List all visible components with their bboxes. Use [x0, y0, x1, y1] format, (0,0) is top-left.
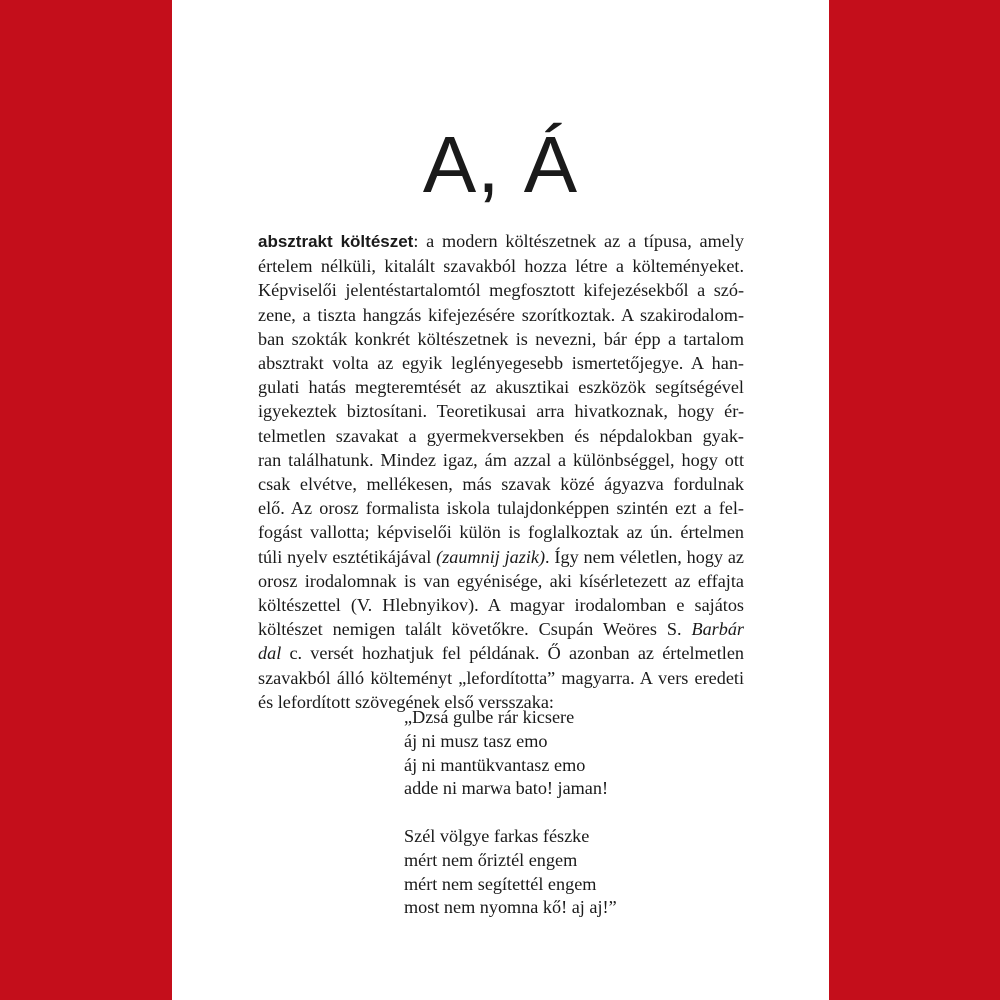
poem-stanza-translated: [404, 825, 617, 920]
italic-title: Barbár: [691, 619, 744, 640]
poem-line: áj ni mantükvantasz emo: [404, 754, 586, 775]
italic-title: dal: [258, 643, 282, 664]
entry-line: orosz irodalomnak is van egyénisége, aki kísérletezett az effajta: [258, 570, 744, 591]
left-red-band: [0, 0, 172, 1000]
poem-line: most nem nyomna kő! aj aj!”: [404, 897, 617, 918]
page: [172, 0, 829, 1000]
entry-line: absztrakt költészet: a modern költészetnek az a típusa, amely: [258, 231, 744, 251]
entry-line: telmetlen szavakat a gyermekversekben és népdalokban gyak-: [258, 425, 744, 446]
poem-line: áj ni musz tasz emo: [404, 730, 548, 751]
entry-line: túli nyelv esztétikájával (zaumnij jazik). Így nem véletlen, hogy az: [258, 546, 744, 567]
entry-line: absztrakt volta az egyik leglényegesebb ismertetőjegye. A han-: [258, 353, 744, 374]
poem-stanza-original: [404, 706, 617, 801]
entry-line: ban szokták konkrét költészetnek is nevezni, bár épp a tartalom: [258, 328, 744, 349]
entry-line: elő. Az orosz formalista iskola tulajdonképpen szintén ezt a fel-: [258, 498, 744, 519]
right-red-band: [829, 0, 1000, 1000]
entry-line: értelem nélküli, kitalált szavakból hozza létre a költeményeket.: [258, 256, 744, 277]
entry-line: gulati hatás megteremtését az akusztikai eszközök segítségével: [258, 377, 744, 398]
entry-text: [258, 229, 744, 714]
entry-line: Képviselői jelentéstartalomtól megfosztott kifejezésekből a szó-: [258, 280, 744, 301]
poem-line: „Dzsá gulbe rár kicsere: [404, 707, 575, 727]
poem-line: Szél völgye farkas fészke: [404, 825, 590, 846]
entry-line: és lefordított szövegének első versszaka:: [258, 691, 554, 712]
section-heading: A, Á: [422, 120, 579, 209]
poem-line: adde ni marwa bato! jaman!: [404, 778, 609, 799]
poem-line: mért nem őriztél engem: [404, 849, 578, 870]
entry-line: zene, a tiszta hangzás kifejezésére szorítkoztak. A szakirodalom-: [258, 304, 744, 325]
entry-line: igyekeztek biztosítani. Teoretikusai arra hivatkoznak, hogy ér-: [258, 401, 744, 422]
entry-line: csak elvétve, mellékesen, más szavak közé ágyazva fordulnak: [258, 474, 744, 495]
poem-quote: [404, 706, 617, 944]
poem-line: mért nem segítettél engem: [404, 873, 597, 894]
entry-line: költészettel (V. Hlebnyikov). A magyar irodalomban e sajátos: [258, 595, 744, 616]
entry-line: fogást vallotta; képviselői külön is foglalkoztak az ún. értelmen: [258, 522, 744, 543]
entry-line: dal c. versét hozhatjuk fel példának. Ő azonban az értelmetlen: [258, 643, 744, 664]
italic-term: (zaumnij jazik): [436, 546, 546, 567]
entry-term: absztrakt költészet: [258, 232, 414, 251]
entry-line: ran találhatunk. Mindez igaz, ám azzal a különbséggel, hogy ott: [258, 449, 744, 470]
entry-line: költészet nemigen talált követőkre. Csupán Weöres S. Barbár: [258, 619, 744, 640]
entry-line: szavakból álló költeményt „lefordította” magyarra. A vers eredeti: [258, 667, 744, 688]
